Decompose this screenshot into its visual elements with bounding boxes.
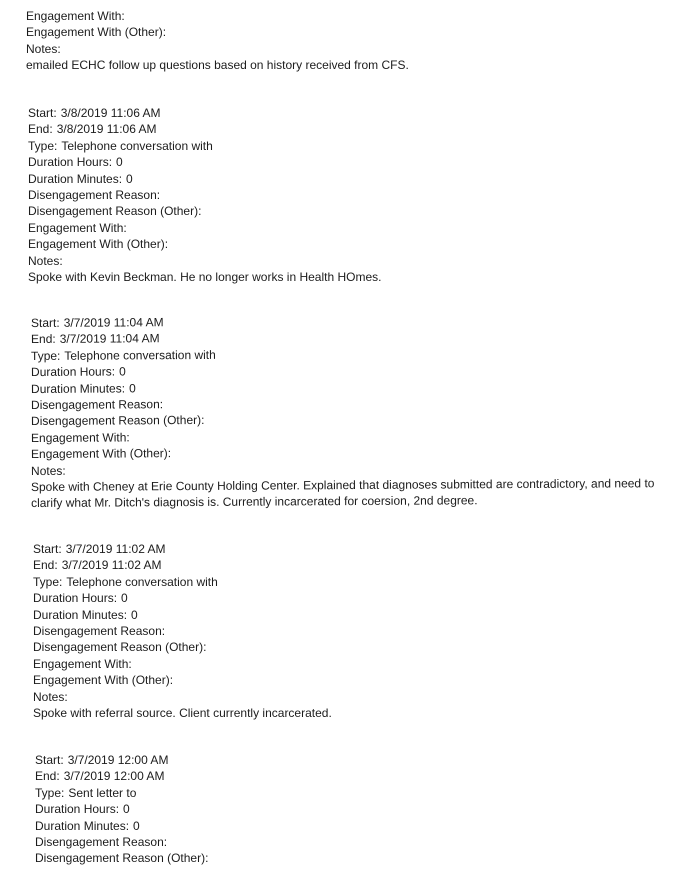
engagement-with-field: Engagement With: [28,220,127,235]
end-value: 3/8/2019 11:06 AM [56,122,157,137]
disengagement-reason-field: Disengagement Reason: [30,397,164,412]
end-field: End: 3/7/2019 11:02 AM [33,558,162,573]
log-entry [31,315,681,512]
disengagement-reason-other-field: Disengagement Reason (Other): [35,851,209,866]
disengagement-reason-field: Disengagement Reason: [35,834,168,849]
disengagement-reason-other-field: Disengagement Reason (Other): [28,204,202,219]
duration-hours-field: Duration Hours: 0 [35,802,130,817]
engagement-with-field: Engagement With: [30,430,130,445]
notes-text: Spoke with Kevin Beckman. He no longer works in Health HOmes. [28,269,382,284]
type-field: Type: Telephone conversation with [33,574,218,589]
type-field: Type: Telephone conversation with [30,347,216,363]
duration-minutes-field: Duration Minutes: 0 [30,380,136,396]
notes-label: Notes: [26,41,61,56]
duration-minutes-field: Duration Minutes: 0 [28,171,133,186]
engagement-with-field: Engagement With: [33,656,132,671]
end-field: End: 3/8/2019 11:06 AM [28,122,157,137]
engagement-with-field: Engagement With: [26,9,125,23]
log-entry [35,752,208,867]
start-value: 3/7/2019 12:00 AM [67,753,169,767]
start-field: Start: 3/7/2019 11:02 AM [33,542,166,556]
disengagement-reason-other-field: Disengagement Reason (Other): [33,640,207,655]
notes-text: emailed ECHC follow up questions based on history received from CFS. [26,58,409,73]
start-value: 3/7/2019 11:04 AM [63,315,164,330]
duration-hours-value: 0 [121,591,128,606]
duration-minutes-value: 0 [131,607,138,622]
type-value: Sent letter to [68,785,137,800]
start-field: Start: 3/7/2019 11:04 AM [30,315,164,330]
disengagement-reason-field: Disengagement Reason: [28,187,161,202]
end-field: End: 3/7/2019 12:00 AM [35,769,165,784]
start-field: Start: 3/7/2019 12:00 AM [35,753,169,767]
duration-hours-field: Duration Hours: 0 [30,364,126,380]
log-entry [28,105,382,285]
duration-minutes-field: Duration Minutes: 0 [35,818,140,833]
engagement-with-other-field: Engagement With (Other): [33,673,174,688]
notes-label: Notes: [30,463,66,478]
duration-hours-field: Duration Hours: 0 [28,155,123,170]
duration-minutes-value: 0 [126,171,133,186]
engagement-with-other-field: Engagement With (Other): [30,446,172,462]
duration-hours-value: 0 [116,155,123,170]
start-field: Start: 3/8/2019 11:06 AM [28,106,161,120]
end-value: 3/7/2019 11:02 AM [61,558,162,573]
end-field: End: 3/7/2019 11:04 AM [30,331,160,347]
start-value: 3/8/2019 11:06 AM [60,106,161,120]
log-entry [33,541,332,721]
duration-minutes-value: 0 [129,380,136,395]
type-field: Type: Telephone conversation with [28,138,213,153]
notes-text: Spoke with referral source. Client currently incarcerated. [33,705,332,720]
start-value: 3/7/2019 11:02 AM [65,542,166,556]
notes-label: Notes: [28,253,63,268]
duration-hours-value: 0 [123,802,130,817]
end-value: 3/7/2019 12:00 AM [63,769,165,784]
log-entry-continued [26,8,409,74]
engagement-with-other-field: Engagement With (Other): [28,237,169,252]
notes-text: Spoke with Cheney at Erie County Holding Center. Explained that diagnoses submitted are contradictory, and need to clarify what Mr. Ditch's diagnosis is. Currently incarcerated for coersion, 2nd degree. [30,476,655,511]
duration-minutes-value: 0 [133,818,140,833]
type-value: Telephone conversation with [66,574,218,589]
type-value: Telephone conversation with [61,138,213,153]
end-value: 3/7/2019 11:04 AM [59,331,160,347]
type-value: Telephone conversation with [64,347,216,363]
type-field: Type: Sent letter to [35,785,137,800]
duration-hours-value: 0 [119,364,126,379]
engagement-with-other-field: Engagement With (Other): [26,25,167,40]
disengagement-reason-field: Disengagement Reason: [33,623,166,638]
notes-label: Notes: [33,689,68,704]
duration-minutes-field: Duration Minutes: 0 [33,607,138,622]
duration-hours-field: Duration Hours: 0 [33,591,128,606]
disengagement-reason-other-field: Disengagement Reason (Other): [30,413,205,429]
